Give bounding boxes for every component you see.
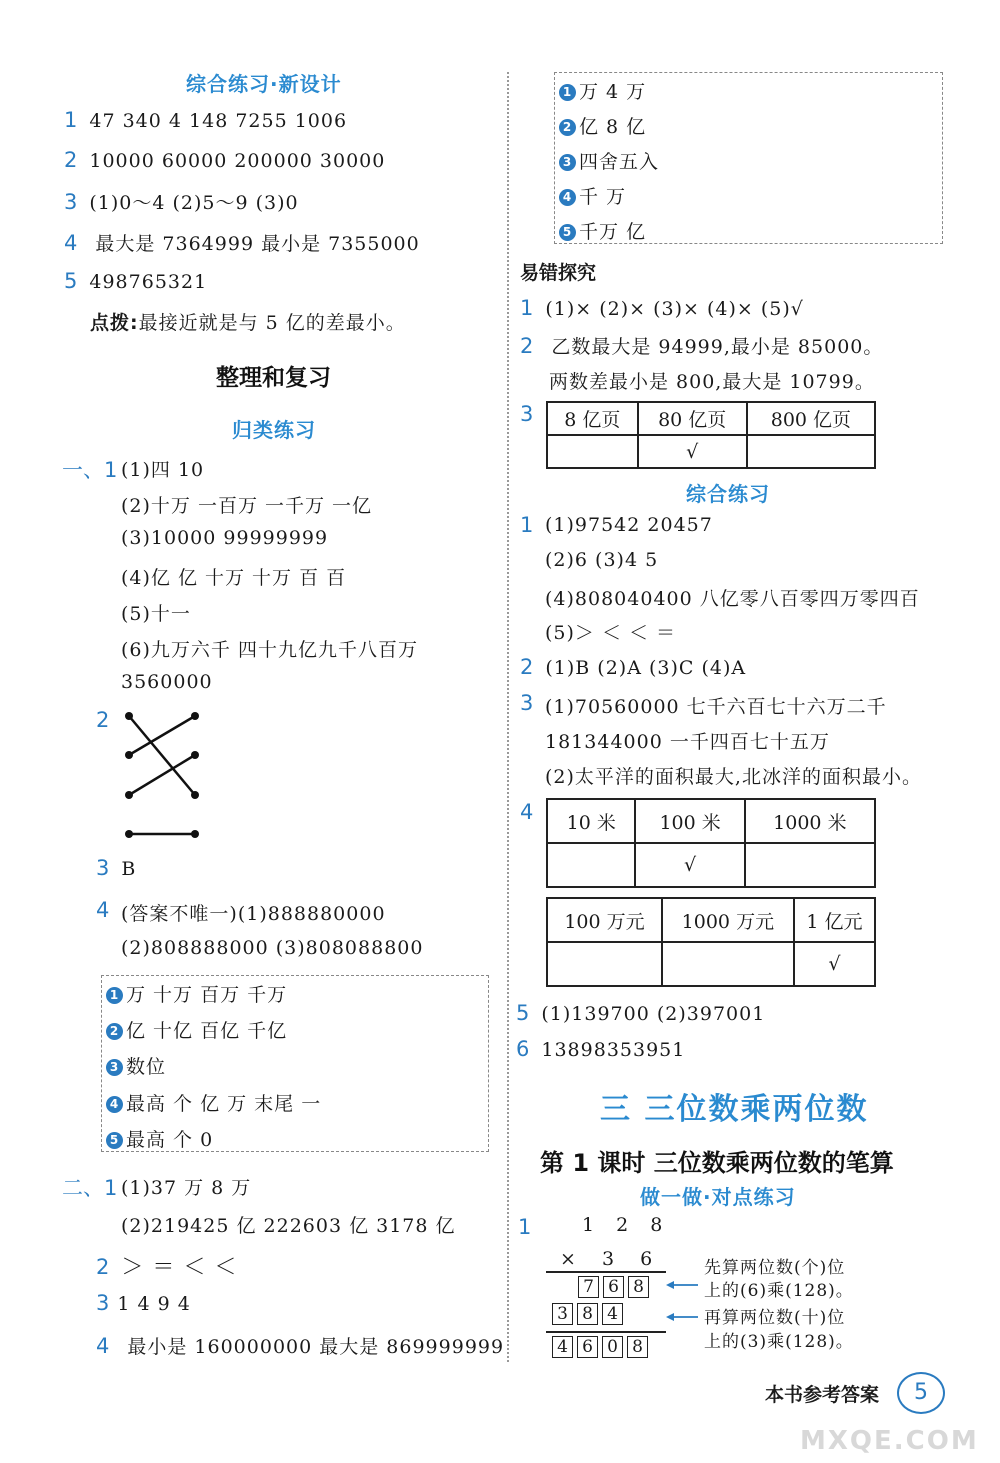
answer-line: (5)十一 bbox=[121, 603, 191, 625]
table-header-cell: 10 米 bbox=[547, 799, 635, 843]
multiplicand: 1 2 8 bbox=[582, 1214, 671, 1236]
digit-box: 4 bbox=[552, 1336, 573, 1358]
note-line: 再算两位数(十)位 bbox=[704, 1308, 846, 1328]
box-line: 2 亿 十亿 百亿 千亿 bbox=[106, 1016, 287, 1043]
multiplier: × 3 6 bbox=[560, 1248, 663, 1270]
answer-line: 两数差最小是 800,最大是 10799。 bbox=[549, 371, 875, 393]
calc-number: 1 bbox=[518, 1215, 532, 1239]
list-item: 6 13898353951 bbox=[516, 1037, 686, 1061]
table-cell bbox=[662, 942, 794, 986]
table-cell: √ bbox=[638, 435, 747, 468]
list-item: 2 乙数最大是 94999,最小是 85000。 bbox=[520, 334, 884, 358]
answer-line: (2)十万 一百万 一千万 一亿 bbox=[121, 495, 373, 517]
list-item: 2 (1)B (2)A (3)C (4)A bbox=[520, 655, 747, 679]
box-line: 3 数位 bbox=[106, 1052, 166, 1079]
table-header-cell: 1000 米 bbox=[745, 799, 875, 843]
answer-line: (4)亿 亿 十万 十万 百 百 bbox=[121, 567, 347, 589]
answer-line: (6)九万六千 四十九亿九千八百万 bbox=[121, 639, 418, 661]
z1-number: 1 bbox=[520, 513, 534, 537]
table-header-cell: 100 米 bbox=[635, 799, 744, 843]
digit-box: 8 bbox=[628, 1276, 649, 1298]
arrow-left-icon bbox=[664, 1276, 704, 1326]
note-line: 上的(6)乘(128)。 bbox=[704, 1281, 854, 1301]
list-item: 4 最大是 7364999 最小是 7355000 bbox=[64, 231, 420, 255]
list-item: 2 10000 60000 200000 30000 bbox=[64, 148, 386, 172]
z3-number: 3 bbox=[520, 691, 534, 715]
unit-title: 三 三位数乘两位数 bbox=[600, 1092, 869, 1127]
table-pages bbox=[546, 401, 876, 469]
answer-line: (1)70560000 七千六百七十六万二千 bbox=[545, 696, 887, 718]
partial-product-1 bbox=[578, 1276, 653, 1298]
answer-line: (3)10000 99999999 bbox=[121, 527, 329, 549]
rule-line bbox=[546, 1271, 666, 1273]
section-title-comprehensive: 综合练习·新设计 bbox=[186, 72, 342, 96]
q3-number: 3 bbox=[520, 402, 534, 426]
box-line: 4 千 万 bbox=[559, 182, 626, 209]
digit-box: 8 bbox=[627, 1336, 648, 1358]
answer-line: (4)808040400 八亿零八百零四万零四百 bbox=[545, 588, 920, 610]
table-header-cell: 1 亿元 bbox=[794, 898, 875, 942]
section-title-classify: 归类练习 bbox=[232, 418, 316, 442]
answer-line: (答案不唯一)(1)888880000 bbox=[121, 903, 386, 925]
table-header-cell: 1000 万元 bbox=[662, 898, 794, 942]
list-item: 2 ＞ ＝ ＜ ＜ bbox=[96, 1255, 238, 1280]
z4-number: 4 bbox=[520, 800, 534, 824]
table-money bbox=[546, 897, 876, 987]
matching-diagram bbox=[120, 705, 210, 845]
rule-line bbox=[546, 1331, 666, 1333]
answer-line: (1)37 万 8 万 bbox=[121, 1177, 252, 1199]
table-header-cell: 80 亿页 bbox=[638, 402, 747, 435]
q4-number: 4 bbox=[96, 898, 110, 922]
answer-line: (2)808888000 (3)808088800 bbox=[121, 937, 424, 959]
answer-line: (1)97542 20457 bbox=[545, 514, 713, 536]
column-divider bbox=[507, 72, 509, 1362]
list-item: 3 1 4 9 4 bbox=[96, 1291, 191, 1315]
digit-box: 0 bbox=[602, 1336, 623, 1358]
watermark: MXQE.COM bbox=[800, 1426, 979, 1456]
digit-box: 6 bbox=[577, 1336, 598, 1358]
answer-line: 3560000 bbox=[121, 671, 213, 693]
list-item: 5 498765321 bbox=[64, 269, 208, 293]
practice-title: 做一做·对点练习 bbox=[640, 1185, 796, 1209]
list-item: 1 47 340 4 148 7255 1006 bbox=[64, 108, 348, 132]
chapter-title: 整理和复习 bbox=[216, 365, 331, 391]
digit-box: 7 bbox=[578, 1276, 599, 1298]
table-cell bbox=[547, 843, 635, 887]
product-result bbox=[552, 1336, 652, 1358]
table-cell bbox=[547, 435, 638, 468]
part1-number: 一、1 bbox=[62, 458, 118, 482]
hint: 点拨:最接近就是与 5 亿的差最小。 bbox=[90, 312, 406, 334]
answer-line: (1)四 10 bbox=[121, 459, 205, 481]
table-header-cell: 800 亿页 bbox=[747, 402, 875, 435]
answer-line: 181344000 一千四百七十五万 bbox=[545, 731, 830, 753]
digit-box: 4 bbox=[602, 1303, 623, 1325]
table-lengths bbox=[546, 798, 876, 888]
partial-product-2 bbox=[552, 1303, 627, 1325]
digit-box: 8 bbox=[577, 1303, 598, 1325]
answer-line: (2)太平洋的面积最大,北冰洋的面积最小。 bbox=[545, 766, 922, 788]
list-item: 4 最小是 160000000 最大是 869999999 bbox=[96, 1334, 505, 1358]
list-item: 1 (1)× (2)× (3)× (4)× (5)√ bbox=[520, 296, 804, 320]
digit-box: 3 bbox=[552, 1303, 573, 1325]
table-cell bbox=[745, 843, 875, 887]
table-cell: √ bbox=[794, 942, 875, 986]
page-number: 5 bbox=[897, 1372, 945, 1414]
answer-line: (5)＞ ＜ ＜ ＝ bbox=[545, 622, 677, 644]
table-header-cell: 100 万元 bbox=[547, 898, 662, 942]
table-cell bbox=[747, 435, 875, 468]
digit-box: 6 bbox=[603, 1276, 624, 1298]
lesson-title: 第 1 课时 三位数乘两位数的笔算 bbox=[540, 1149, 894, 1177]
answer-line: (2)219425 亿 222603 亿 3178 亿 bbox=[121, 1215, 456, 1237]
box-line: 3 四舍五入 bbox=[559, 147, 659, 174]
note-line: 先算两位数(个)位 bbox=[704, 1258, 846, 1278]
table-cell: √ bbox=[635, 843, 744, 887]
q3: 3 B bbox=[96, 856, 137, 880]
table-header-cell: 8 亿页 bbox=[547, 402, 638, 435]
list-item: 3 (1)0～4 (2)5～9 (3)0 bbox=[64, 190, 299, 214]
error-section-title: 易错探究 bbox=[520, 262, 597, 284]
box-line: 1 万 十万 百万 千万 bbox=[106, 980, 287, 1007]
table-cell bbox=[547, 942, 662, 986]
answer-line: (2)6 (3)4 5 bbox=[545, 549, 659, 571]
note-line: 上的(3)乘(128)。 bbox=[704, 1332, 854, 1352]
box-line: 2 亿 8 亿 bbox=[559, 112, 646, 139]
box-line: 1 万 4 万 bbox=[559, 77, 646, 104]
box-line: 4 最高 个 亿 万 末尾 一 bbox=[106, 1089, 321, 1116]
section-title-comprehensive-2: 综合练习 bbox=[686, 482, 770, 506]
footer-label: 本书参考答案 bbox=[765, 1384, 880, 1406]
box-line: 5 千万 亿 bbox=[559, 217, 646, 244]
box-line: 5 最高 个 0 bbox=[106, 1125, 213, 1152]
part2-number: 二、1 bbox=[62, 1176, 118, 1200]
list-item: 5 (1)139700 (2)397001 bbox=[516, 1001, 766, 1025]
q2-number: 2 bbox=[96, 708, 110, 732]
